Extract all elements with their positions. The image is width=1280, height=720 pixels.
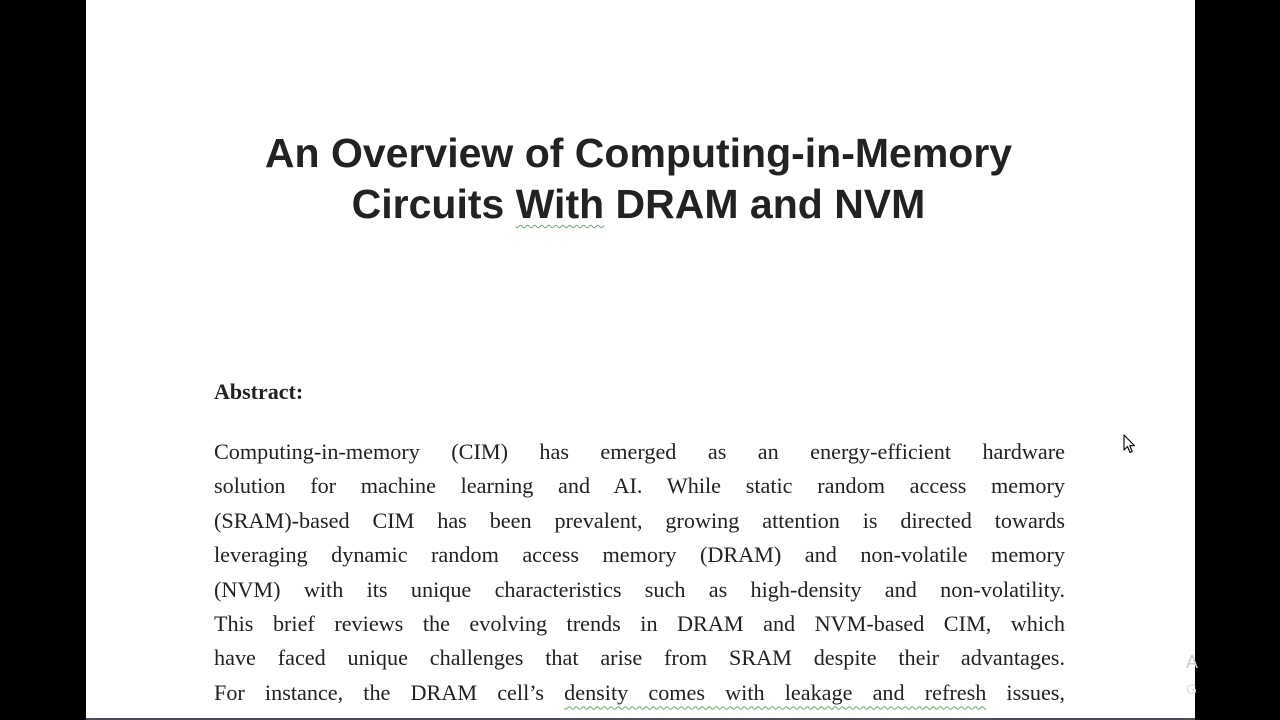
mouse-pointer-icon bbox=[1123, 434, 1137, 454]
abstract-heading: Abstract: bbox=[214, 379, 304, 404]
abstract-line: Computing-in-memory (CIM) has emerged as an energy-efficient hardware bbox=[214, 439, 1065, 464]
abstract-line-8-start: For instance, the DRAM cell’s bbox=[214, 679, 565, 705]
abstract-line: leveraging dynamic random access memory (DRAM) and non-volatile memory bbox=[214, 542, 1065, 568]
title-line-2-start: Circuits bbox=[351, 181, 516, 227]
spellcheck-flagged-phrase[interactable]: density comes with leakage and refresh bbox=[564, 679, 987, 705]
abstract-line: have faced unique challenges that arise from SRAM despite their advantages. bbox=[214, 645, 1065, 671]
spellcheck-flagged-word[interactable]: With bbox=[515, 181, 605, 227]
title-line-2-end: DRAM and NVM bbox=[604, 181, 926, 227]
document-page[interactable] bbox=[86, 0, 1195, 718]
activation-watermark-line-2: G bbox=[1186, 681, 1197, 697]
activation-watermark-line-1: A bbox=[1186, 652, 1199, 672]
abstract-line: (SRAM)-based CIM has been prevalent, growing attention is directed towards bbox=[214, 507, 1065, 533]
abstract-line: This brief reviews the evolving trends in DRAM and NVM-based CIM, which bbox=[214, 610, 1065, 636]
abstract-line-8 bbox=[214, 676, 1065, 710]
document-title bbox=[86, 128, 1191, 230]
abstract-line: solution for machine learning and AI. While static random access memory bbox=[214, 473, 1065, 499]
abstract-line-8-end: issues, bbox=[986, 679, 1065, 705]
title-line-1: An Overview of Computing-in-Memory bbox=[264, 130, 1013, 176]
abstract-line: (NVM) with its unique characteristics such as high-density and non-volatility. bbox=[214, 576, 1065, 602]
title-line-2 bbox=[86, 179, 1191, 230]
abstract-paragraph[interactable] bbox=[214, 435, 1065, 710]
